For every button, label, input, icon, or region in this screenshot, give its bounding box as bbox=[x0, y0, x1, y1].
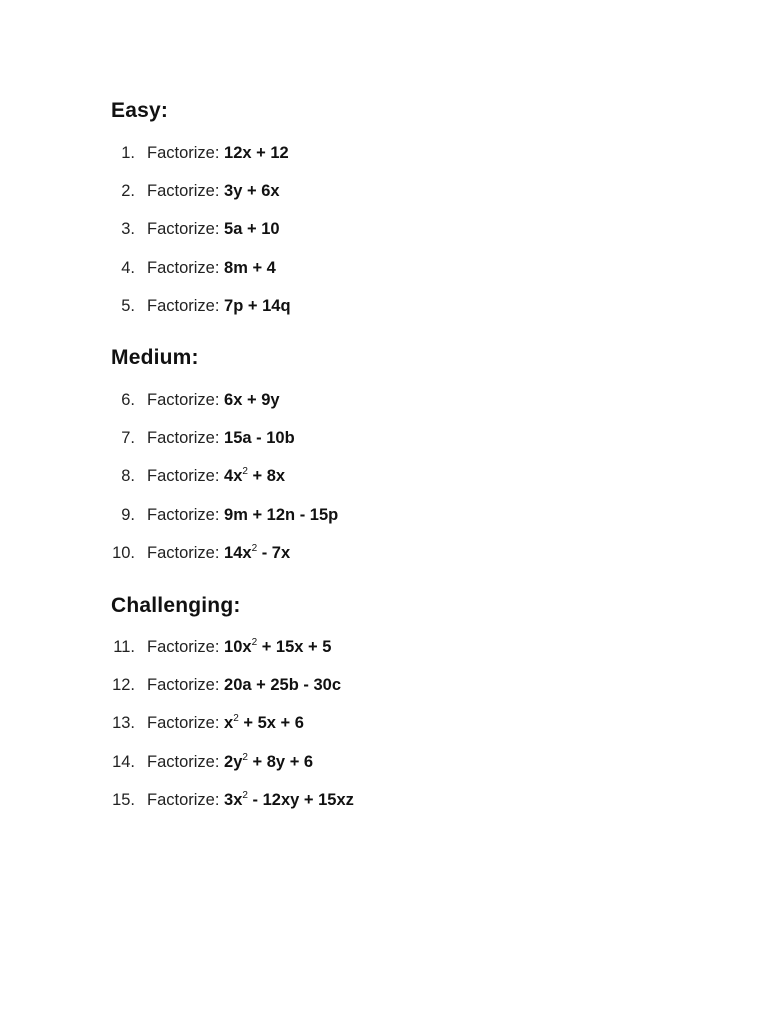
problem-text bbox=[147, 673, 341, 697]
problem-number: 10. bbox=[112, 544, 135, 562]
problem-prefix: Factorize: bbox=[147, 259, 220, 277]
problem-number: 9. bbox=[121, 506, 135, 524]
problem-number: 11. bbox=[113, 638, 135, 656]
problem-number: 15. bbox=[112, 791, 135, 809]
problem-number: 8. bbox=[121, 467, 135, 485]
problem-expression: 15a - 10b bbox=[224, 429, 295, 447]
problem-expression: 12x + 12 bbox=[224, 144, 289, 162]
problem-prefix: Factorize: bbox=[147, 144, 220, 162]
easy-heading: Easy: bbox=[111, 99, 169, 122]
problem-text bbox=[147, 388, 280, 412]
problem-text bbox=[147, 179, 280, 203]
problem-prefix: Factorize: bbox=[147, 638, 220, 656]
exponent: 2 bbox=[242, 466, 248, 477]
problem-prefix: Factorize: bbox=[147, 391, 220, 409]
problem-expression: $x^2 + 5x + 6$ bbox=[224, 713, 304, 732]
problem-text bbox=[147, 464, 285, 488]
problem-expression: 6x + 9y bbox=[224, 391, 280, 409]
problem-text bbox=[147, 294, 291, 318]
problem-prefix: Factorize: bbox=[147, 297, 220, 315]
problem-prefix: Factorize: bbox=[147, 791, 220, 809]
problem-text bbox=[147, 141, 289, 165]
challenging-heading: Challenging: bbox=[111, 594, 241, 617]
problem-expression: 20a + 25b - 30c bbox=[224, 676, 341, 694]
exponent: 2 bbox=[251, 637, 258, 648]
problem-number: 2. bbox=[121, 182, 135, 200]
problem-prefix: Factorize: bbox=[147, 753, 220, 771]
problem-text bbox=[147, 541, 290, 565]
problem-prefix: Factorize: bbox=[147, 220, 220, 238]
problem-expression: $2y^2 + 8y + 6$ bbox=[224, 752, 314, 771]
problem-prefix: Factorize: bbox=[147, 714, 220, 732]
problem-prefix: Factorize: bbox=[147, 676, 220, 694]
problem-text bbox=[147, 750, 313, 774]
problem-number: 5. bbox=[121, 297, 135, 315]
exponent: 2 bbox=[242, 752, 248, 763]
problem-number: 13. bbox=[112, 714, 135, 732]
problem-expression: 3y + 6x bbox=[224, 182, 280, 200]
problem-expression: $3x^2 - 12xy + 15xz$ bbox=[224, 790, 354, 809]
problem-expression: 9m + 12n - 15p bbox=[224, 506, 339, 524]
problem-number: 3. bbox=[121, 220, 135, 238]
problem-number: 1. bbox=[121, 144, 135, 162]
problem-prefix: Factorize: bbox=[147, 182, 220, 200]
problem-expression: $14x^2 - 7x$ bbox=[224, 543, 291, 562]
exponent: 2 bbox=[233, 713, 239, 724]
problem-number: 4. bbox=[121, 259, 135, 277]
problem-expression: 8m + 4 bbox=[224, 259, 276, 277]
problem-text bbox=[147, 426, 295, 450]
exponent: 2 bbox=[242, 790, 248, 801]
problem-text bbox=[147, 788, 354, 812]
exponent: 2 bbox=[251, 543, 258, 554]
problem-expression: $4x^2 + 8x$ bbox=[224, 466, 286, 485]
problem-number: 12. bbox=[112, 676, 135, 694]
medium-heading: Medium: bbox=[111, 346, 199, 369]
problem-prefix: Factorize: bbox=[147, 506, 220, 524]
problem-number: 7. bbox=[121, 429, 135, 447]
problem-number: 14. bbox=[112, 753, 135, 771]
problem-text bbox=[147, 217, 280, 241]
problem-text bbox=[147, 503, 338, 527]
problem-text bbox=[147, 635, 331, 659]
problem-prefix: Factorize: bbox=[147, 429, 220, 447]
problem-expression: $10x^2 + 15x + 5$ bbox=[224, 637, 332, 656]
problem-text bbox=[147, 711, 304, 735]
problem-text bbox=[147, 256, 276, 280]
problem-number: 6. bbox=[121, 391, 135, 409]
problem-expression: 7p + 14q bbox=[224, 297, 291, 315]
problem-prefix: Factorize: bbox=[147, 467, 220, 485]
problem-prefix: Factorize: bbox=[147, 544, 220, 562]
problem-expression: 5a + 10 bbox=[224, 220, 280, 238]
